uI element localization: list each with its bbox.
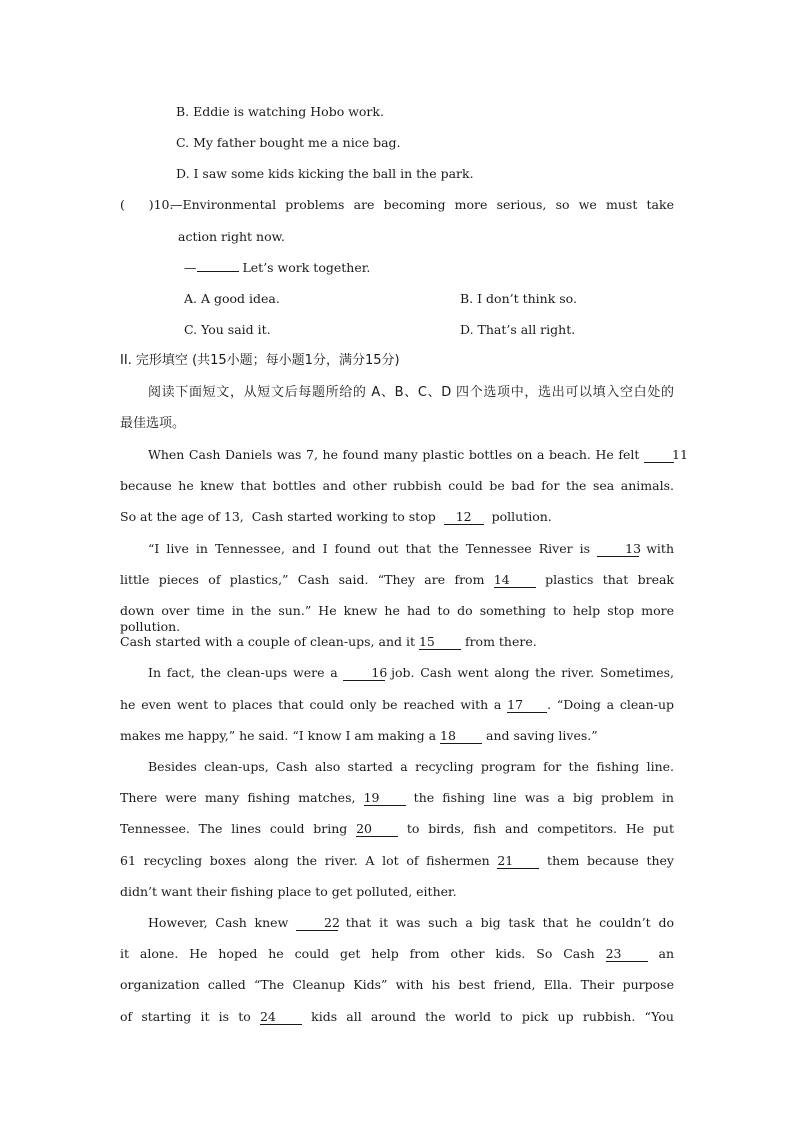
blank-20: 20: [356, 822, 398, 837]
blank-13: 13: [597, 542, 639, 557]
blank-22: 22: [296, 916, 338, 931]
q9-option-c: C. My father bought me a nice bag.: [176, 135, 401, 150]
passage-line: Cash started with a couple of clean-ups, and it 15 from there.: [120, 634, 537, 649]
passage-line: “I live in Tennessee, and I found out that the Tennessee River is 13 with: [148, 541, 675, 556]
blank-15: 15: [419, 635, 461, 650]
q9-option-d: D. I saw some kids kicking the ball in the park.: [176, 166, 474, 181]
passage-line: When Cash Daniels was 7, he found many plastic bottles on a beach. He felt 11: [148, 447, 688, 462]
q10-option-b: B. I don’t think so.: [460, 291, 577, 306]
passage-line: In fact, the clean-ups were a 16 job. Cash went along the river. Sometimes,: [148, 665, 674, 680]
passage-line: it alone. He hoped he could get help from other kids. So Cash 23 an: [120, 946, 674, 961]
blank-16: 16: [343, 666, 385, 681]
q10-stem-line1: —Environmental problems are becoming more serious, so we must take: [170, 197, 674, 212]
q9-option-b: B. Eddie is watching Hobo work.: [176, 104, 384, 119]
blank-18: 18: [440, 729, 482, 744]
passage-line: he even went to places that could only be reached with a 17 . “Doing a clean-up: [120, 697, 674, 712]
passage-line: because he knew that bottles and other rubbish could be bad for the sea animals.: [120, 478, 674, 493]
blank-14: 14: [494, 573, 536, 588]
section-instructions-line1: 阅读下面短文，从短文后每题所给的 A、B、C、D 四个选项中，选出可以填入空白处的: [148, 385, 674, 400]
passage-line: little pieces of plastics,” Cash said. “They are from 14 plastics that break: [120, 572, 674, 587]
passage-line: Tennessee. The lines could bring 20 to birds, fish and competitors. He put: [120, 821, 674, 836]
passage-line: down over time in the sun.” He knew he had to do something to help stop more pollution.: [120, 603, 674, 634]
passage-line: So at the age of 13, Cash started working to stop 12 pollution.: [120, 509, 552, 524]
blank-21: 21: [497, 854, 539, 869]
section-instructions-line2: 最佳选项。: [120, 416, 186, 431]
q10-blank: [197, 271, 239, 272]
blank-12: 12: [444, 510, 484, 525]
blank-11: 11: [644, 448, 674, 463]
q10-option-c: C. You said it.: [184, 322, 271, 337]
passage-line: However, Cash knew 22 that it was such a big task that he couldn’t do: [148, 915, 674, 930]
q10-response: — Let’s work together.: [184, 260, 371, 275]
blank-24: 24: [260, 1010, 302, 1025]
passage-line: of starting it is to 24 kids all around the world to pick up rubbish. “You: [120, 1009, 674, 1024]
q10-answer-bracket: ( )10.: [120, 197, 174, 212]
passage-line: There were many fishing matches, 19 the fishing line was a big problem in: [120, 790, 674, 805]
blank-17: 17: [507, 698, 547, 713]
blank-19: 19: [364, 791, 406, 806]
passage-line: Besides clean-ups, Cash also started a recycling program for the fishing line.: [148, 759, 674, 774]
passage-line: 61 recycling boxes along the river. A lot of fishermen 21 them because they: [120, 853, 674, 868]
passage-line: organization called “The Cleanup Kids” with his best friend, Ella. Their purpose: [120, 977, 674, 992]
q10-option-d: D. That’s all right.: [460, 322, 576, 337]
blank-23: 23: [606, 947, 648, 962]
section-heading: II. 完形填空 (共15小题；每小题1分，满分15分): [120, 353, 400, 368]
q10-stem-line2: action right now.: [178, 229, 285, 244]
passage-line: didn’t want their fishing place to get polluted, either.: [120, 884, 457, 899]
q10-option-a: A. A good idea.: [184, 291, 280, 306]
passage-line: makes me happy,” he said. “I know I am making a 18 and saving lives.”: [120, 728, 598, 743]
